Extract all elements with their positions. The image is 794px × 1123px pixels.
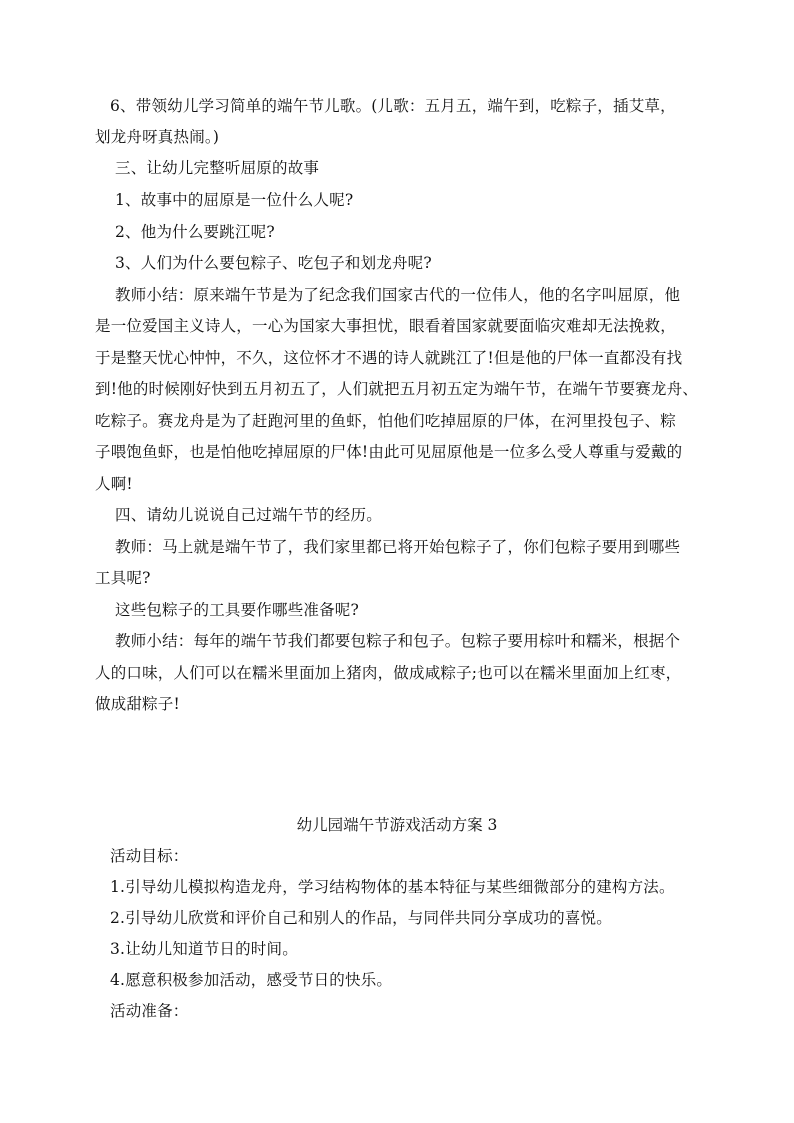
paragraph-line: 工具呢? <box>95 569 151 587</box>
list-item: 1.引导幼儿模拟构造龙舟，学习结构物体的基本特征与某些细微部分的建构方法。 <box>110 878 675 896</box>
section-title: 幼儿园端午节游戏活动方案 3 <box>296 816 498 834</box>
paragraph-line: 教师：马上就是端午节了，我们家里都已将开始包粽子了，你们包粽子要用到哪些 <box>115 538 681 556</box>
paragraph-line: 划龙舟呀真热闹。) <box>95 128 220 146</box>
paragraph-line: 于是整天忧心忡忡，不久，这位怀才不遇的诗人就跳江了!但是他的尸体一直都没有找 <box>95 349 683 367</box>
list-item: 2.引导幼儿欣赏和评价自己和别人的作品，与同伴共同分享成功的喜悦。 <box>110 909 612 927</box>
section-heading: 三、让幼儿完整听屈原的故事 <box>115 159 320 177</box>
list-item: 3.让幼儿知道节日的时间。 <box>110 940 298 958</box>
list-item: 4.愿意积极参加活动，感受节日的快乐。 <box>110 971 393 989</box>
paragraph-line: 人啊! <box>95 475 133 493</box>
paragraph-line: 6、带领幼儿学习简单的端午节儿歌。(儿歌：五月五，端午到，吃粽子，插艾草， <box>110 97 676 115</box>
paragraph-line: 人的口味，人们可以在糯米里面加上猪肉，做成咸粽子;也可以在糯米里面加上红枣， <box>95 664 682 682</box>
paragraph-line: 这些包粽子的工具要作哪些准备呢? <box>115 601 360 619</box>
paragraph-line: 活动准备： <box>110 1002 189 1020</box>
paragraph-line: 教师小结：每年的端午节我们都要包粽子和包子。包粽子要用棕叶和糯米，根据个 <box>115 632 681 650</box>
paragraph-line: 到!他的时候刚好快到五月初五了，人们就把五月初五定为端午节，在端午节要赛龙舟、 <box>95 380 699 398</box>
paragraph-line: 教师小结：原来端午节是为了纪念我们国家古代的一位伟人，他的名字叫屈原，他 <box>115 286 681 304</box>
paragraph-line: 子喂饱鱼虾，也是怕他吃掉屈原的尸体!由此可见屈原他是一位多么受人尊重与爱戴的 <box>95 443 683 461</box>
paragraph-line: 吃粽子。赛龙舟是为了赶跑河里的鱼虾，怕他们吃掉屈原的尸体，在河里投包子、粽 <box>95 412 676 430</box>
paragraph-line: 做成甜粽子! <box>95 695 180 713</box>
paragraph-line: 是一位爱国主义诗人，一心为国家大事担忧，眼看着国家就要面临灾难却无法挽救， <box>95 317 676 335</box>
question-item: 3、人们为什么要包粽子、吃包子和划龙舟呢? <box>115 254 432 272</box>
section-heading: 四、请幼儿说说自己过端午节的经历。 <box>115 506 382 524</box>
question-item: 2、他为什么要跳江呢? <box>115 223 275 241</box>
paragraph-line: 活动目标： <box>110 847 189 865</box>
question-item: 1、故事中的屈原是一位什么人呢? <box>115 191 354 209</box>
